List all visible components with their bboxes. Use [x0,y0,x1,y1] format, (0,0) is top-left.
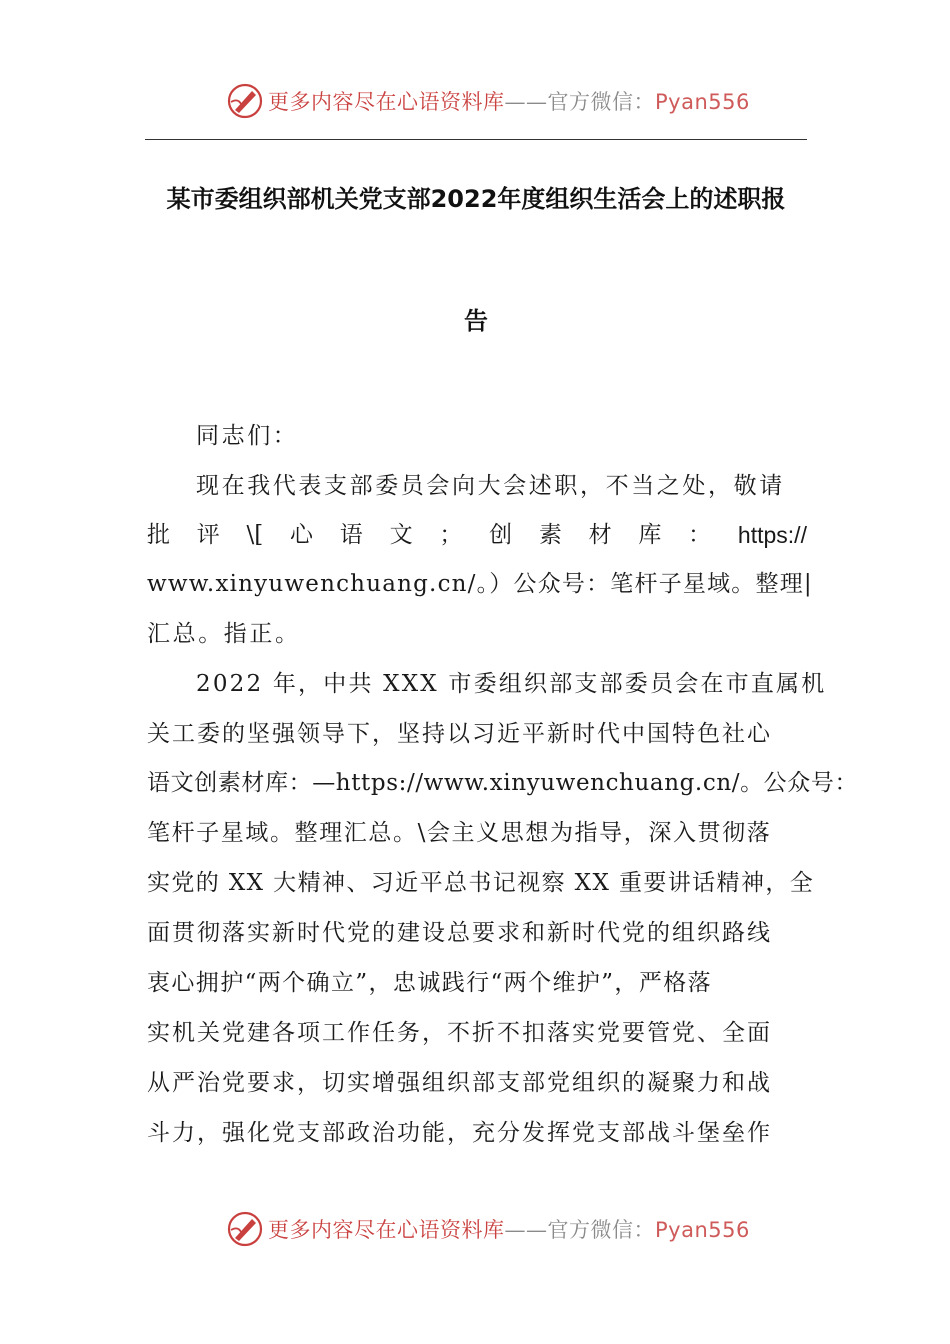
justified-char: 语 [339,522,363,548]
justified-char: 材 [588,522,612,548]
paragraph-1-line-2 [147,519,807,551]
banner-text [268,88,750,116]
paragraph-2-line-1: 2022 年，中共 XXX 市委组织部支部委员会在市直属机 [196,671,827,697]
justified-char: 批 [147,522,170,548]
paragraph-2-line-2: 关工委的坚强领导下，坚持以习近平新时代中国特色社心 [147,721,772,747]
banner-separator: —— [504,1218,548,1242]
paragraph-2-line-3: 语文创素材库：—https://www.xinyuwenchuang.cn/。公众号： [147,770,859,796]
banner-wechat-id: Pyan556 [655,90,750,114]
justified-char: 评 [196,522,220,548]
paragraph-1-line-1: 现在我代表支部委员会向大会述职，不当之处，敬请 [196,473,785,499]
greeting: 同志们： [196,423,299,449]
paragraph-2-line-7: 衷心拥护“两个确立”，忠诚践行“两个维护”，严格落 [147,970,713,996]
header-banner [0,80,950,124]
justified-char: ； [439,522,463,548]
header-divider [145,139,807,140]
pen-nib-logo-icon [226,82,264,120]
banner-separator: —— [504,90,548,114]
paragraph-2-line-6: 面贯彻落实新时代党的建设总要求和新时代党的组织路线 [147,920,772,946]
banner-wechat-id: Pyan556 [655,1218,750,1242]
banner-text [268,1216,750,1244]
justified-char: 库 [638,522,662,548]
justified-char: 心 [290,522,314,548]
justified-char: 创 [489,522,513,548]
paragraph-2-line-10: 斗力，强化党支部政治功能，充分发挥党支部战斗堡垒作 [147,1120,772,1146]
justified-char: ： [688,522,712,548]
banner-prefix: 更多内容尽在心语资料库 [268,90,505,114]
justified-url-fragment: https:// [737,522,807,548]
paragraph-2-line-5: 实党的 XX 大精神、习近平总书记视察 XX 重要讲话精神，全 [147,870,815,896]
pen-nib-logo-icon [226,1210,264,1248]
footer-banner [0,1208,950,1252]
paragraph-1-line-4: 汇总。指正。 [147,621,301,647]
justified-char: \[ [246,522,264,548]
justified-char: 文 [389,522,413,548]
paragraph-1-line-3: www.xinyuwenchuang.cn/。）公众号：笔杆子星域。整理| [147,571,813,597]
document-title-line-2: 告 [464,307,488,335]
justified-char: 素 [538,522,562,548]
document-title-line-1: 某市委组织部机关党支部2022年度组织生活会上的述职报 [166,185,786,213]
paragraph-2-line-8: 实机关党建各项工作任务，不折不扣落实党要管党、全面 [147,1020,772,1046]
banner-label: 官方微信： [547,1218,655,1242]
paragraph-2-line-9: 从严治党要求，切实增强组织部支部党组织的凝聚力和战 [147,1070,772,1096]
paragraph-2-line-4: 笔杆子星域。整理汇总。\会主义思想为指导，深入贯彻落 [147,820,772,846]
banner-prefix: 更多内容尽在心语资料库 [268,1218,505,1242]
banner-label: 官方微信： [547,90,655,114]
